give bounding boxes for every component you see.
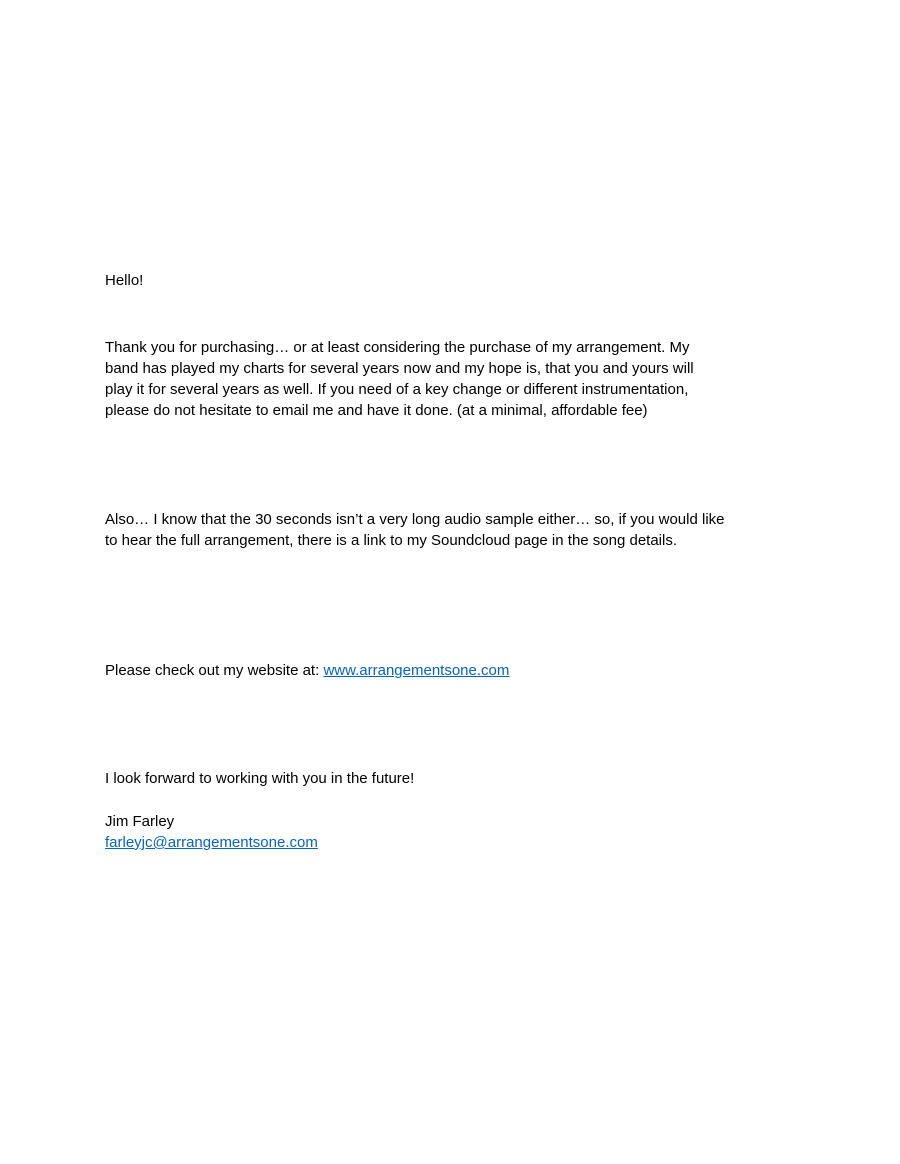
website-line <box>105 660 725 681</box>
website-link[interactable]: www.arrangementsone.com <box>323 662 510 679</box>
email-link[interactable]: farleyjc@arrangementsone.com <box>105 834 318 851</box>
paragraph-line: band has played my charts for several years now and my hope is, that you and yours will <box>105 360 694 377</box>
paragraph-line: play it for several years as well. If you need of a key change or different instrumentation, <box>105 381 689 398</box>
website-prefix: Please check out my website at: <box>105 662 324 679</box>
paragraph-line: please do not hesitate to email me and have it done. (at a minimal, affordable fee) <box>105 402 648 419</box>
paragraph-line: Also… I know that the 30 seconds isn’t a very long audio sample either… so, if you would like <box>105 511 725 528</box>
greeting <box>105 270 725 291</box>
signature-name: Jim Farley <box>105 813 175 830</box>
closing-text: I look forward to working with you in the future! <box>105 770 415 787</box>
audio-sample-paragraph <box>105 509 725 551</box>
website-paragraph <box>105 660 725 681</box>
paragraph-line: to hear the full arrangement, there is a link to my Soundcloud page in the song details. <box>105 532 678 549</box>
signature <box>105 811 725 853</box>
greeting-text: Hello! <box>105 272 144 289</box>
closing-line <box>105 768 725 789</box>
paragraph-line: Thank you for purchasing… or at least considering the purchase of my arrangement. My <box>105 339 690 356</box>
signature-email-line <box>105 832 725 853</box>
thank-you-paragraph <box>105 337 725 421</box>
